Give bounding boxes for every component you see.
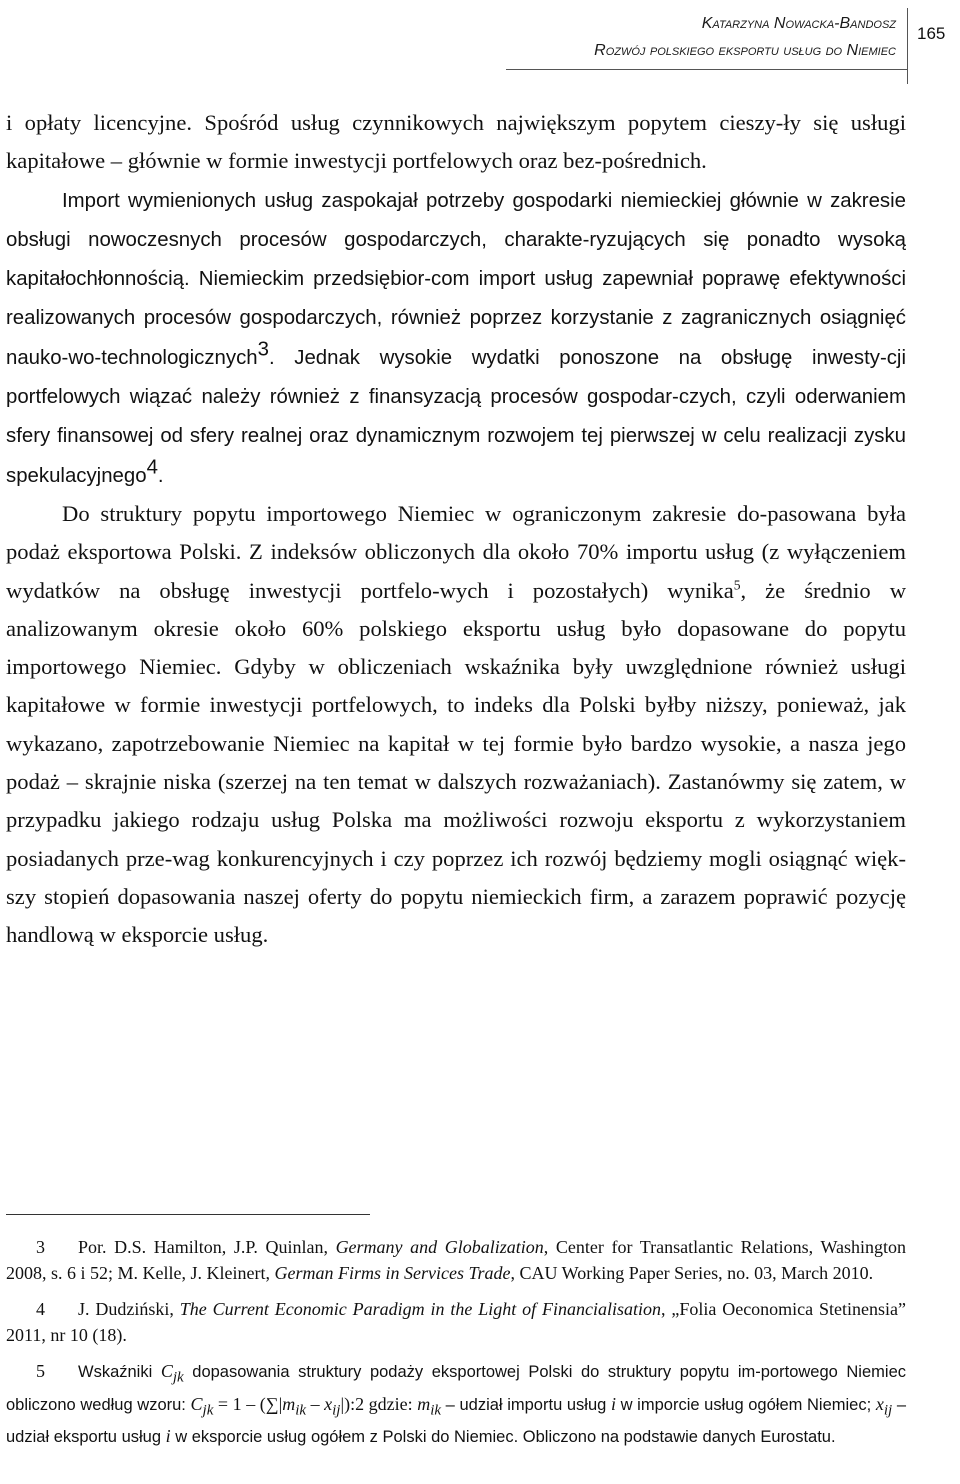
footnote-text: J. Dudziński, bbox=[78, 1299, 180, 1319]
p3-text-c: skrajnie niska (szerzej na ten temat w dalszych rozważaniach). Zastanówmy się zatem, w przypadku jakiego rodzaju usług Polska ma możliwości rozwoju eksportu z wykorzystaniem posiadanych prze-wag konkurencyjnych i czy poprzez ich rozwój będziemy mogli osiągnąć więk-szy stopień dopasowania naszej oferty do popytu niemieckich firm, a zarazem poprawić pozycję handlową w eksporcie usług. bbox=[6, 769, 906, 948]
footnote-ref-3[interactable]: 3 bbox=[257, 338, 269, 361]
footnote-text: Wskaźniki bbox=[78, 1363, 161, 1381]
p2-text-b: . Jednak wysokie wydatki ponoszone na obsługę inwesty-cji portfelowych wiązać należy również z finansyzacją procesów gospodar-czych, czyli oderwaniem sfery finansowej od sfery realnej oraz dynamicznym rozwojem tej pierwszej w celu realizacji zysku spekulacyjnego bbox=[6, 346, 906, 487]
paragraph-1 bbox=[6, 104, 906, 181]
header-text bbox=[594, 10, 896, 64]
paragraph-3 bbox=[6, 495, 906, 955]
paragraph-2 bbox=[6, 181, 906, 495]
symbol-subscript: ij bbox=[883, 1402, 893, 1419]
footnote-text: w imporcie usług ogółem Niemiec; bbox=[615, 1395, 876, 1414]
footnote-number: 5 bbox=[36, 1361, 45, 1381]
symbol-x: x bbox=[324, 1393, 333, 1414]
formula-text: – bbox=[306, 1393, 325, 1414]
footnote-text: , Center for Transatlantic Relations, Washington 2008, s. 6 i 52; M. Kelle, J. Kleinert, bbox=[6, 1237, 906, 1283]
footnote-text: dopasowania struktury podaży eksportowej Polski do struktury popytu im-portowego Niemiec obliczono według wzoru: bbox=[6, 1363, 906, 1414]
symbol-m: m bbox=[417, 1393, 431, 1414]
footnote-number: 3 bbox=[36, 1237, 45, 1257]
p2-end: . bbox=[157, 464, 164, 487]
symbol-subscript: ij bbox=[332, 1402, 341, 1419]
formula-text: |):2 gdzie: bbox=[340, 1393, 418, 1414]
footnote-title: Germany and Globalization bbox=[335, 1237, 544, 1257]
footnote-text: , CAU Working Paper Series, no. 03, March 2010. bbox=[510, 1263, 874, 1283]
footnote-title: The Current Economic Paradigm in the Light of Financialisation bbox=[179, 1299, 661, 1319]
symbol-subscript: jk bbox=[172, 1369, 184, 1386]
p1-dash: – bbox=[110, 148, 123, 174]
symbol-i: i bbox=[165, 1426, 171, 1447]
body-text bbox=[6, 104, 906, 955]
footnote-text: – udział importu usług bbox=[441, 1395, 611, 1414]
footnote-text: – udział eksportu usług bbox=[6, 1395, 907, 1447]
header-title: Rozwój polskiego eksportu usług do Niemiec bbox=[594, 42, 896, 59]
footnote-text: , „Folia Oeconomica Stetinensia” 2011, nr 10 (18). bbox=[6, 1299, 907, 1345]
footnote-text: w eksporcie usług ogółem z Polski do Niemiec. Obliczono na podstawie danych Eurostatu. bbox=[170, 1428, 836, 1447]
symbol-i: i bbox=[610, 1393, 616, 1414]
p3-dash: – bbox=[66, 769, 79, 795]
footnote-ref-5[interactable]: 5 bbox=[733, 577, 741, 593]
header-author: Katarzyna Nowacka-Bandosz bbox=[701, 15, 896, 32]
p1-text-a: i opłaty licencyjne. Spośród usług czynnikowych największym popytem cieszy-ły się usługi kapitałowe bbox=[6, 110, 906, 174]
symbol-c: C bbox=[190, 1393, 203, 1414]
footnote-4 bbox=[6, 1296, 906, 1348]
page-number: 165 bbox=[917, 24, 946, 43]
p1-text-b: głównie w formie inwestycji portfelowych oraz bez-pośrednich. bbox=[122, 148, 707, 174]
footnote-3 bbox=[6, 1234, 906, 1286]
symbol-m: m bbox=[282, 1393, 296, 1414]
footnote-ref-4[interactable]: 4 bbox=[146, 456, 158, 479]
footnote-title: German Firms in Services Trade bbox=[274, 1263, 511, 1283]
footnote-text: Por. D.S. Hamilton, J.P. Quinlan, bbox=[78, 1237, 336, 1257]
p3-text-b: , że średnio w analizowanym okresie około 60% polskiego eksportu usług było dopasowane do popytu importowego Niemiec. Gdyby w obliczeniach wskaźnika były uwzględnione również usługi kapitałowe w formie inwestycji portfelowych, to indeks dla Polski byłby niższy, ponieważ, jak wykazano, zapotrzebowanie Niemiec na kapitał w tej formie było bardzo wysokie, a nasza jego podaż bbox=[6, 577, 907, 795]
symbol-c: C bbox=[160, 1361, 173, 1381]
running-header bbox=[0, 8, 960, 86]
symbol-x: x bbox=[875, 1393, 884, 1414]
header-vertical-rule bbox=[907, 8, 908, 84]
formula-text: = 1 – (∑| bbox=[213, 1393, 283, 1414]
symbol-subscript: jk bbox=[202, 1402, 214, 1419]
footnote-separator bbox=[6, 1214, 370, 1215]
p2-text-a: Import wymienionych usług zaspokajał potrzeby gospodarki niemieckiej głównie w zakresie obsługi nowoczesnych procesów gospodarczych, charakte-ryzujących się ponadto wysoką kapitałochłonnością. Niemieckim przedsiębior-com import usług zapewniał poprawę efektywności realizowanych procesów gospodarczych, również poprzez korzystanie z zagranicznych osiągnięć nauko-wo-technologicznych bbox=[6, 189, 906, 369]
footnote-5 bbox=[6, 1358, 906, 1450]
footnotes bbox=[6, 1234, 906, 1460]
symbol-subscript: ik bbox=[430, 1402, 442, 1419]
p3-text-a: Do struktury popytu importowego Niemiec w ograniczonym zakresie do-pasowana była podaż eksportowa Polski. Z indeksów obliczonych dla około 70% importu usług (z wyłączeniem wydatków na obsługę inwestycji portfelo-wych i pozostałych) wynika bbox=[6, 500, 906, 603]
footnote-number: 4 bbox=[36, 1299, 45, 1319]
header-rule bbox=[506, 69, 908, 70]
symbol-subscript: ik bbox=[295, 1402, 307, 1419]
